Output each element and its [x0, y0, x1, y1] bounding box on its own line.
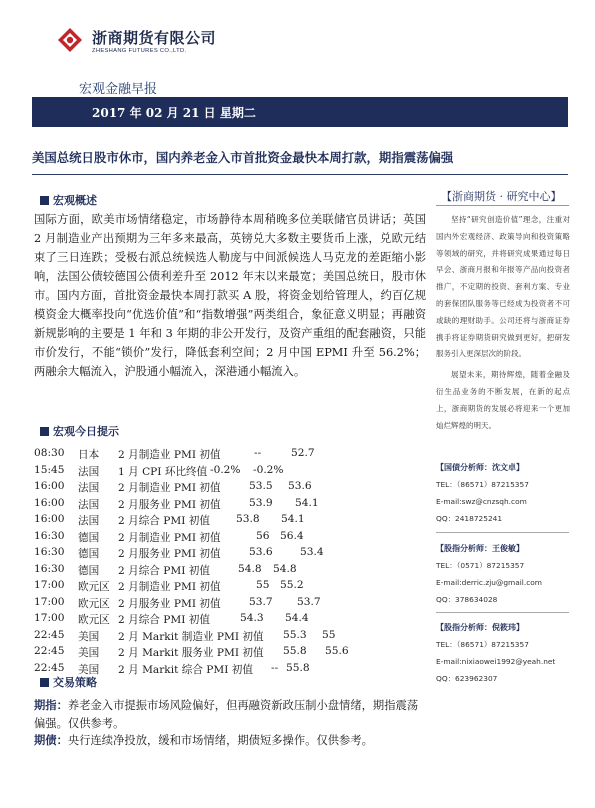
calendar-forecast-value: 55.2	[280, 579, 304, 591]
company-logo-icon	[57, 27, 83, 53]
calendar-forecast-value: -0.2%	[253, 463, 284, 476]
calendar-row	[34, 480, 426, 497]
calendar-country: 欧元区	[78, 614, 110, 626]
calendar-row	[34, 497, 426, 514]
analyst-qq: QQ：2418725241	[436, 514, 503, 523]
calendar-previous-value: 54.3	[240, 612, 264, 624]
analyst-card	[436, 619, 576, 687]
calendar-forecast-value: 53.6	[288, 480, 312, 492]
analyst-tel: TEL：（86571）87215357	[436, 480, 529, 489]
analyst-qq: QQ：378634028	[436, 595, 498, 604]
analyst-tel: TEL：（86571）87215357	[436, 640, 529, 649]
calendar-previous-value: 53.7	[249, 595, 273, 608]
research-center-about	[436, 212, 570, 434]
analyst-divider	[436, 532, 569, 533]
calendar-country: 欧元区	[78, 581, 110, 593]
calendar-time: 17:00	[34, 595, 65, 608]
sidebar-divider	[436, 205, 569, 206]
calendar-forecast-value: 55	[322, 628, 336, 641]
overview-text: 国际方面，欧美市场情绪稳定，市场静待本周稍晚多位美联储官员讲话；英国 2 月制造业产出预期为三年多来最高，英镑兑大多数主要货币上涨，兑欧元结束了三日连跌；受极右派总统候选人勒庞与中间派候选人马克龙的差距缩小影响，法国公债较德国公债利差升至 2012 年末以来最宽；美国总统日，股市休市。国内方面，首批资金最快本周打款买 A 股，将资金划给管理人，约百亿规模资金大概率投向“优选价值”和“指数增强”两类组合，象征意义明显；再融资新规影响的主要是 1 年和 3 年期的非公开发行，及资产重组的配套融资，只能市价发行，不能“锁价”发行，降低套利空间；2 月中国 EPMI 升至 56.2%；两融余大幅流入，沪股通小幅流入，深港通小幅流入。	[34, 213, 426, 378]
calendar-country: 日本	[78, 449, 100, 461]
calendar-time: 08:30	[34, 447, 65, 459]
strategy-item-bond-futures: 期债：央行连续净投放，缓和市场情绪，期债短多操作。仅供参考。	[34, 734, 373, 747]
calendar-forecast-value: 55.6	[325, 645, 349, 657]
header-divider	[32, 174, 568, 175]
calendar-row	[34, 645, 426, 662]
calendar-row	[34, 530, 426, 547]
strategy-item-futures-index: 期指：养老金入市提振市场风险偏好，但再融资新政压制小盘情绪，期指震荡偏强。仅供参考。	[34, 699, 419, 730]
calendar-time: 17:00	[34, 612, 65, 624]
analyst-title: 【国债分析师：沈文卓】	[436, 463, 524, 472]
calendar-row	[34, 579, 426, 596]
calendar-forecast-value: 54.8	[273, 562, 297, 575]
research-center-title: 【浙商期货 · 研究中心】	[441, 190, 562, 203]
calendar-row	[34, 464, 426, 481]
calendar-country: 法国	[78, 465, 100, 478]
calendar-previous-value: 54.8	[238, 562, 262, 575]
calendar-indicator: 2 月制造业 PMI 初值	[118, 449, 221, 461]
calendar-previous-value: 56	[256, 529, 270, 542]
calendar-indicator: 2 月制造业 PMI 初值	[118, 531, 221, 544]
calendar-indicator: 2 月服务业 PMI 初值	[118, 498, 221, 511]
calendar-forecast-value: 54.1	[295, 496, 319, 509]
calendar-country: 美国	[78, 647, 100, 659]
calendar-time: 16:00	[34, 496, 65, 509]
calendar-previous-value: 55.3	[283, 628, 307, 641]
headline: 美国总统日股市休市，国内养老金入市首批资金最快本周打款，期指震荡偏强	[32, 150, 454, 165]
calendar-indicator: 2 月综合 PMI 初值	[118, 614, 210, 626]
calendar-forecast-value: 53.4	[300, 546, 324, 558]
calendar-time: 16:00	[34, 513, 65, 525]
calendar-time: 16:30	[34, 529, 65, 542]
calendar-forecast-value: 54.1	[281, 513, 305, 525]
calendar-title: 宏观今日提示	[53, 425, 119, 438]
calendar-table	[34, 447, 426, 678]
calendar-row	[34, 546, 426, 563]
calendar-time: 16:30	[34, 546, 65, 558]
calendar-time: 16:30	[34, 562, 65, 575]
calendar-country: 德国	[78, 548, 100, 560]
calendar-forecast-value: 52.7	[291, 447, 315, 459]
calendar-country: 美国	[78, 630, 100, 643]
calendar-time: 22:45	[34, 661, 65, 674]
calendar-time: 16:00	[34, 480, 65, 492]
calendar-indicator: 2 月制造业 PMI 初值	[118, 581, 221, 593]
calendar-row	[34, 513, 426, 530]
calendar-previous-value: 53.5	[249, 480, 273, 492]
calendar-country: 法国	[78, 482, 100, 494]
section-square-icon	[40, 427, 49, 436]
about-paragraph: 展望未来，期待辉煌，随着金融及衍生品业务的不断发展，在新的起点上，浙商期货的发展必将迎来一个更加灿烂辉煌的明天。	[436, 370, 570, 430]
strategy-title: 交易策略	[53, 676, 97, 689]
calendar-row	[34, 447, 426, 464]
calendar-previous-value: 53.6	[249, 546, 273, 558]
calendar-forecast-value: 56.4	[280, 529, 304, 542]
calendar-country: 德国	[78, 531, 100, 544]
analyst-card	[436, 540, 576, 608]
calendar-time: 22:45	[34, 628, 65, 641]
calendar-previous-value: 53.8	[236, 513, 260, 525]
calendar-indicator: 2 月 Markit 制造业 PMI 初值	[118, 630, 264, 643]
analyst-title: 【股指分析师：王俊敏】	[436, 544, 524, 553]
calendar-indicator: 2 月服务业 PMI 初值	[118, 548, 221, 560]
report-date: 2017 年 02 月 21 日 星期二	[92, 106, 256, 120]
calendar-previous-value: -0.2%	[210, 463, 241, 476]
analyst-card	[436, 459, 576, 527]
calendar-previous-value: 55	[256, 579, 270, 591]
overview-title: 宏观概述	[53, 194, 97, 207]
calendar-indicator: 2 月综合 PMI 初值	[118, 564, 210, 577]
calendar-previous-value: 55.8	[283, 645, 307, 657]
analyst-title: 【股指分析师：倪筱玮】	[436, 623, 524, 632]
analyst-divider	[436, 612, 569, 613]
analyst-email[interactable]: E-mail:swz@cnzsqh.com	[436, 497, 527, 506]
company-name-cn: 浙商期货有限公司	[92, 29, 217, 47]
strategy-list	[34, 697, 426, 750]
company-name-en: ZHESHANG FUTURES CO.,LTD.	[92, 48, 187, 54]
analyst-email[interactable]: E-mail:nixiaowei1992@yeah.net	[436, 657, 556, 666]
calendar-indicator: 2 月服务业 PMI 初值	[118, 597, 221, 610]
calendar-indicator: 2 月 Markit 综合 PMI 初值	[118, 663, 253, 676]
analyst-tel: TEL：（0571）87215357	[436, 561, 525, 570]
section-square-icon	[40, 196, 49, 205]
calendar-row	[34, 629, 426, 646]
section-square-icon	[40, 678, 49, 687]
calendar-forecast-value: 54.4	[285, 612, 309, 624]
calendar-row	[34, 612, 426, 629]
calendar-time: 15:45	[34, 463, 65, 476]
calendar-time: 17:00	[34, 579, 65, 591]
calendar-indicator: 2 月制造业 PMI 初值	[118, 482, 221, 494]
calendar-country: 美国	[78, 663, 100, 676]
analyst-qq: QQ：623962307	[436, 674, 498, 683]
calendar-previous-value: --	[254, 447, 262, 459]
calendar-row	[34, 596, 426, 613]
calendar-country: 法国	[78, 515, 100, 527]
calendar-country: 欧元区	[78, 597, 110, 610]
calendar-indicator: 2 月 Markit 服务业 PMI 初值	[118, 647, 264, 659]
report-type: 宏观金融早报	[79, 82, 158, 97]
calendar-country: 德国	[78, 564, 100, 577]
about-paragraph: 坚持“研究创造价值”理念，注重对国内外宏观经济、政策导向和投资策略等领域的研究，并将研究成果通过每日早会、浙商月报和年报等产品向投资者推广，不定期的投资、套利方案、专业的套保团队服务等已经成为投资者不可或缺的理财助手。公司还将与浙商证券携手将证券期货研究做到更好，把研发服务引入更深层次的阶段。	[436, 215, 570, 359]
calendar-indicator: 1 月 CPI 环比终值	[118, 465, 208, 478]
calendar-country: 法国	[78, 498, 100, 511]
analyst-email[interactable]: E-mail:derric.zju@gmail.com	[436, 578, 542, 587]
calendar-indicator: 2 月综合 PMI 初值	[118, 515, 210, 527]
calendar-forecast-value: 53.7	[297, 595, 321, 608]
calendar-row	[34, 563, 426, 580]
calendar-previous-value: --	[271, 661, 279, 674]
calendar-previous-value: 53.9	[249, 496, 273, 509]
calendar-time: 22:45	[34, 645, 65, 657]
calendar-forecast-value: 55.8	[286, 661, 310, 674]
